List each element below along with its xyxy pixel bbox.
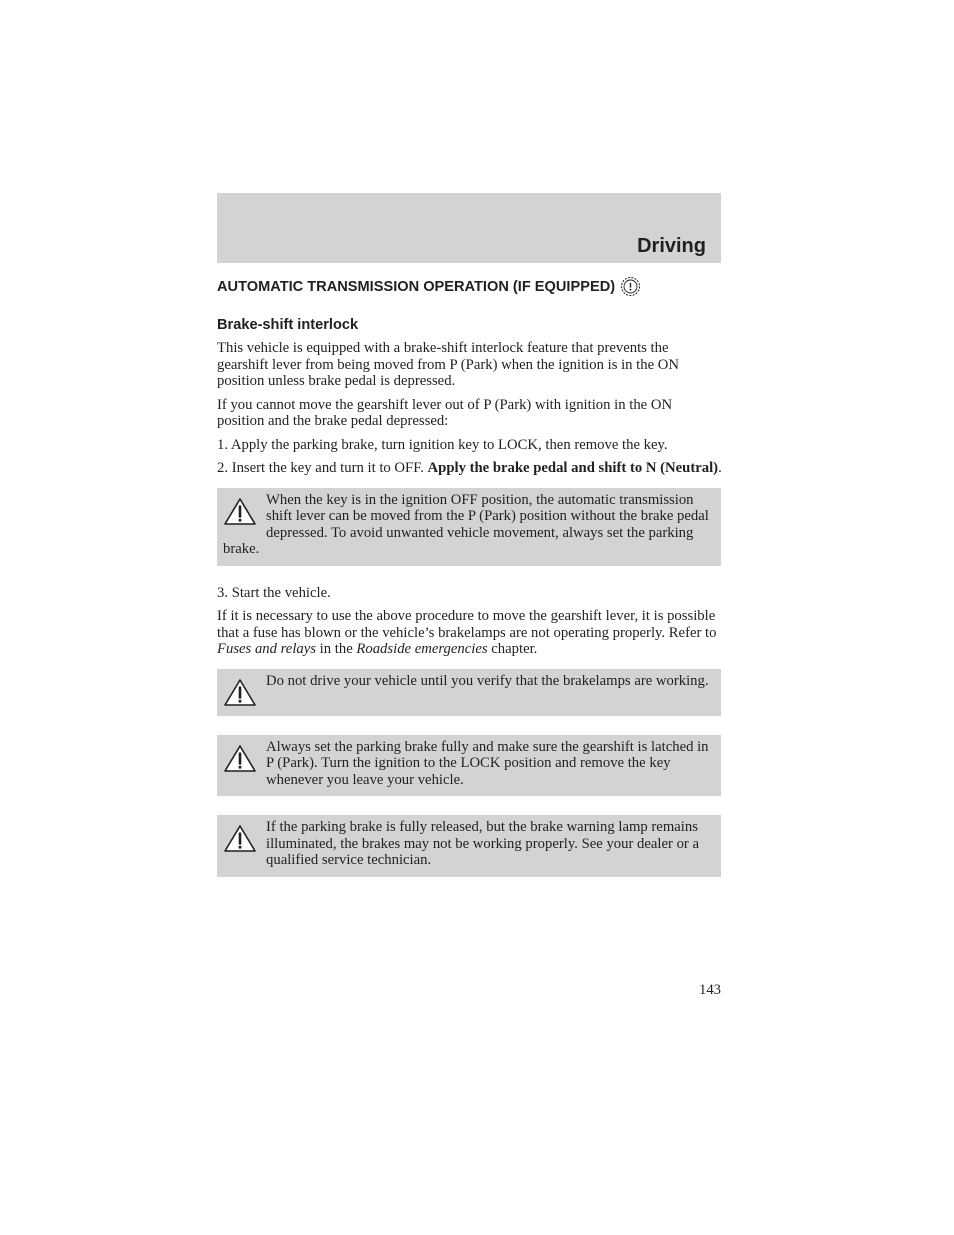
- intro-paragraph: This vehicle is equipped with a brake-shift interlock feature that prevents the gearshift lever from being moved from P (Park) when the ignition is in the ON position unless brake pedal is depressed.: [217, 340, 680, 389]
- step-2: [217, 460, 722, 477]
- step-2-text: 2. Insert the key and turn it to OFF.: [217, 460, 428, 476]
- step-2-emphasis: Apply the brake pedal and shift to N (Neutral): [427, 460, 719, 476]
- step-2-end: .: [718, 460, 722, 476]
- fuse-reference-paragraph: [217, 608, 722, 658]
- step-3: 3. Start the vehicle.: [217, 584, 331, 601]
- warning-box: [217, 815, 721, 877]
- warning-text: If the parking brake is fully released, but the brake warning lamp remains illuminated, the brakes may not be working properly. See your dealer or a qualified service technician.: [266, 819, 700, 868]
- roadside-emergencies-reference: Roadside emergencies: [356, 641, 488, 657]
- tire-symbol-icon: [620, 276, 641, 297]
- section-heading-text: AUTOMATIC TRANSMISSION OPERATION (IF EQUIPPED): [217, 278, 616, 295]
- warning-text: Always set the parking brake fully and make sure the gearshift is latched in P (Park). Turn the ignition to the LOCK position and remove the key whenever you leave your vehicle.: [266, 738, 709, 788]
- page-content: [217, 276, 722, 896]
- warning-triangle-icon: [223, 678, 257, 708]
- fuse-reference-text-3: chapter.: [487, 641, 538, 657]
- warning-text: Do not drive your vehicle until you verify that the brakelamps are working.: [266, 672, 709, 689]
- warning-triangle-icon: [223, 497, 257, 527]
- chapter-title: Driving: [637, 235, 706, 257]
- fuse-reference-text: If it is necessary to use the above procedure to move the gearshift lever, it is possible that a fuse has blown or the vehicle’s brakelamps are not operating properly. Refer to: [217, 608, 717, 641]
- condition-paragraph: If you cannot move the gearshift lever out of P (Park) with ignition in the ON position and the brake pedal depressed:: [217, 396, 673, 429]
- page-number: 143: [698, 982, 721, 998]
- warning-box: [217, 669, 721, 716]
- warning-text: When the key is in the ignition OFF position, the automatic transmission shift lever can be moved from the P (Park) position without the brake pedal depressed. To avoid unwanted vehicle movement, always set the parking brake.: [223, 491, 709, 557]
- warning-triangle-icon: [223, 744, 257, 774]
- warning-box: [217, 488, 721, 566]
- subsection-heading: Brake-shift interlock: [217, 317, 359, 333]
- fuse-reference-text-2: in the: [316, 641, 357, 657]
- section-heading: [217, 276, 722, 297]
- fuses-relays-reference: Fuses and relays: [217, 641, 316, 657]
- chapter-header-band: [217, 193, 721, 263]
- warning-triangle-icon: [223, 824, 257, 854]
- step-1: 1. Apply the parking brake, turn ignition key to LOCK, then remove the key.: [217, 436, 668, 453]
- warning-box: [217, 735, 721, 797]
